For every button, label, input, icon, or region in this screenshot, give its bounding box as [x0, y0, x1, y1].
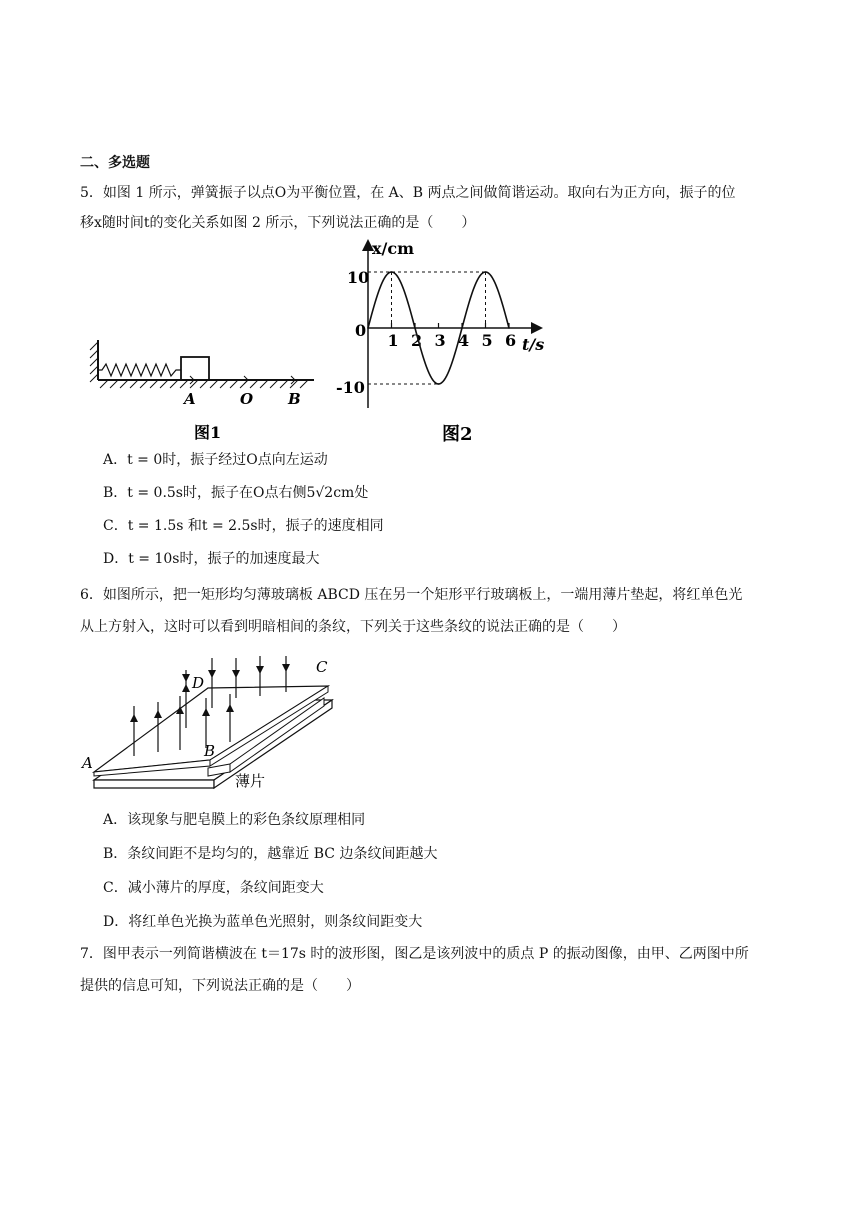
spring — [98, 364, 181, 376]
x-tick-label-5: 5 — [481, 331, 493, 350]
corner-label-b: B — [204, 742, 216, 760]
q5-option-c: C．t = 1.5s 和t = 2.5s时，振子的速度相同 — [103, 518, 384, 534]
q5-stem-line1: 5．如图 1 所示，弹簧振子以点O为平衡位置，在 A、B 两点之间做简谐运动。取向右为正方向，振子的位 — [80, 185, 736, 201]
y-axis-label: x/cm — [372, 239, 415, 258]
q6-option-d: D．将红单色光换为蓝单色光照射，则条纹间距变大 — [103, 914, 423, 930]
origin-label: 0 — [355, 321, 367, 340]
point-label-o: O — [240, 390, 254, 408]
q6-option-b: B．条纹间距不是均匀的，越靠近 BC 边条纹间距越大 — [103, 846, 438, 862]
x-tick-label-2: 2 — [411, 331, 423, 350]
y-tick-label-neg10: -10 — [336, 378, 365, 397]
q6-stem-line2: 从上方射入，这时可以看到明暗相间的条纹，下列关于这些条纹的说法正确的是（ ） — [80, 619, 626, 635]
corner-label-d: D — [192, 674, 205, 692]
q5-option-a: A．t = 0时，振子经过O点向左运动 — [103, 452, 328, 468]
x-tick-label-6: 6 — [505, 331, 517, 350]
q6-stem-line1: 6．如图所示，把一矩形均匀薄玻璃板 ABCD 压在另一个矩形平行玻璃板上，一端用薄片垫起，将红单色光 — [80, 587, 743, 603]
q5-stem-line2: 移x随时间t的变化关系如图 2 所示，下列说法正确的是（ ） — [80, 215, 476, 231]
q6-option-c: C．减小薄片的厚度，条纹间距变大 — [103, 880, 324, 896]
point-label-a: A — [184, 390, 196, 408]
corner-label-a: A — [82, 754, 93, 772]
y-tick-label-10: 10 — [347, 268, 370, 287]
x-tick-label-4: 4 — [458, 331, 470, 350]
q5-option-b: B．t = 0.5s时，振子在O点右侧5√2cm处 — [103, 485, 369, 501]
shim-label: 薄片 — [235, 772, 266, 790]
section-title: 二、多选题 — [80, 155, 150, 171]
q5-figure2-xt-graph — [330, 236, 555, 446]
figure2-caption: 图2 — [442, 424, 473, 445]
q5-option-d: D．t = 10s时，振子的加速度最大 — [103, 551, 320, 567]
x-tick-label-1: 1 — [387, 331, 399, 350]
q6-option-a: A．该现象与肥皂膜上的彩色条纹原理相同 — [103, 812, 366, 828]
q6-figure-glass-plates — [80, 652, 350, 794]
oscillator-block — [181, 357, 209, 380]
q7-stem-line2: 提供的信息可知，下列说法正确的是（ ） — [80, 978, 360, 994]
q5-figure1-spring-oscillator — [86, 332, 322, 444]
point-label-b: B — [288, 390, 301, 408]
q7-stem-line1: 7．图甲表示一列简谐横波在 t＝17s 时的波形图，图乙是该列波中的质点 P 的振动图像，由甲、乙两图中所 — [80, 946, 749, 962]
figure1-caption: 图1 — [194, 423, 222, 442]
corner-label-c: C — [316, 658, 328, 676]
x-tick-label-3: 3 — [434, 331, 446, 350]
x-axis-label: t/s — [522, 335, 545, 354]
